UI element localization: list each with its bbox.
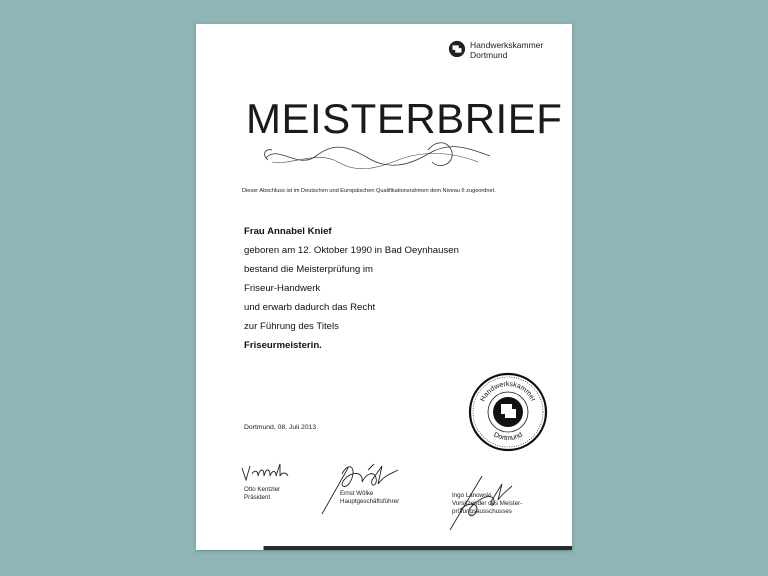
signatory-3-name: Ingo Lanowski — [452, 492, 492, 499]
signature-president — [240, 460, 292, 484]
signatory-2-role: Hauptgeschäftsführer — [340, 498, 400, 505]
official-seal — [468, 372, 548, 452]
certificate-page — [196, 24, 572, 550]
issuer-line2: Dortmund — [470, 50, 508, 60]
signatory-3-role-line2: prüfungsausschusses — [452, 508, 512, 515]
seal-emblem-icon — [493, 397, 523, 427]
seal-bottom-text: Dortmund — [492, 431, 524, 443]
recipient-name: Frau Annabel Knief — [244, 226, 332, 237]
page-title: MEISTERBRIEF — [246, 95, 563, 142]
master-title: Friseurmeisterin. — [244, 340, 322, 351]
trade-line: Friseur-Handwerk — [244, 283, 321, 294]
signatory-1 — [244, 486, 280, 502]
issuer-logo — [448, 38, 558, 64]
place-date: Dortmund, 08. Juli 2013 — [244, 424, 317, 431]
signatory-3-role-line1: Vorsitzender des Meister- — [452, 500, 523, 507]
exam-line: bestand die Meisterprüfung im — [244, 264, 374, 275]
calligraphy-flourish — [258, 136, 498, 176]
page-edge-strip — [196, 546, 572, 550]
qualification-note: Dieser Abschluss ist im Deutschen und Europäischen Qualifikationsrahmen dem Niveau 6 zugeordnet. — [242, 188, 496, 194]
seal-top-text: Handwerkskammer — [479, 380, 537, 403]
signatory-3 — [452, 492, 522, 516]
signatory-2 — [340, 490, 399, 506]
signatory-1-role: Präsident — [244, 494, 271, 501]
signatory-2-name: Ernst Wölke — [340, 490, 374, 497]
signatory-1-name: Otto Kentzler — [244, 486, 281, 493]
certificate-body — [244, 222, 544, 355]
right-line: und erwarb dadurch das Recht — [244, 302, 376, 313]
chamber-logo-icon — [448, 40, 466, 58]
birth-line: geboren am 12. Oktober 1990 in Bad Oeynhausen — [244, 245, 459, 256]
issuer-line1: Handwerkskammer — [470, 40, 544, 50]
signature-managing-director — [318, 460, 408, 518]
issuer-name — [470, 40, 543, 60]
title-right-line: zur Führung des Titels — [244, 321, 339, 332]
